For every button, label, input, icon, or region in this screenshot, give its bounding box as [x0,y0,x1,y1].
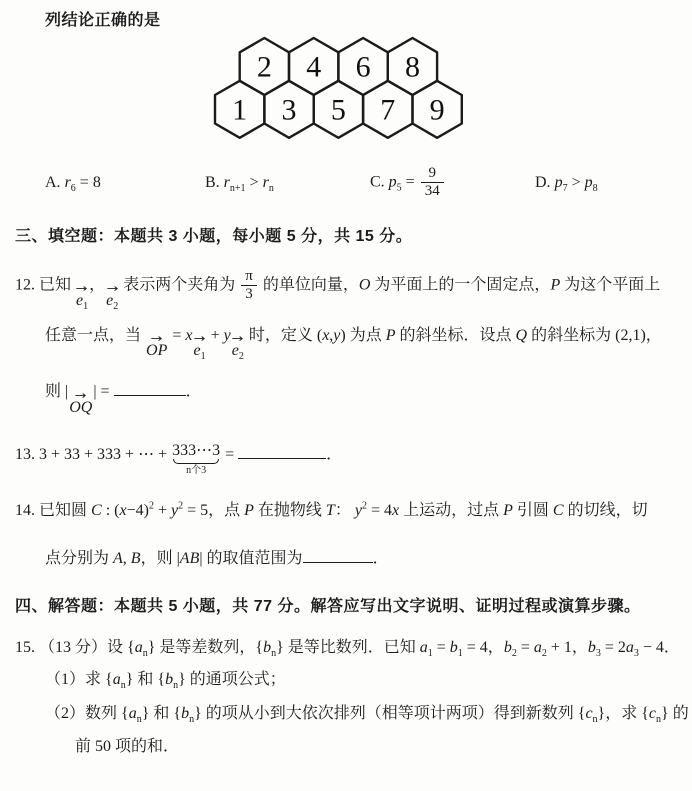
superscript: 2 [148,501,154,513]
math-text: D. [535,173,555,191]
math-text: 在抛物线 [253,502,326,520]
math-text: C. [370,173,389,191]
variable: B [130,549,141,567]
math-text: 表示两个夹角为 [119,276,240,294]
math-text: } 是等比数列．已知 [276,639,420,657]
variable: a [419,639,428,657]
option-c [370,166,535,200]
math-text: ． [372,549,389,567]
hexagon-label: 2 [256,50,272,84]
subscript: n [142,648,148,660]
math-text: 前 50 项的和． [75,737,180,755]
vector-base: OP [146,342,168,360]
math-text: ． [326,445,343,463]
subscript: 5 [396,182,402,194]
variable: p [554,173,563,191]
vector-subscript: 2 [238,351,244,363]
variable: a [128,705,137,723]
vector-subscript: 1 [83,301,89,313]
variable: b [449,639,458,657]
math-text: > [567,173,585,191]
subscript: n [189,714,195,726]
variable: a [134,639,143,657]
math-text: = 4， [462,639,504,657]
variable: r [223,173,230,191]
math-text: = 2 [600,639,626,657]
vector [146,332,168,360]
subscript: n [120,679,126,691]
intro-line [45,10,678,32]
variable: y [170,502,179,520]
fraction [241,269,257,303]
math-text: ． [185,383,202,401]
math-text: 引圆 [512,502,553,520]
subscript: n [656,714,662,726]
vector-base: e [231,342,239,360]
math-text: 的单位向量， [258,276,359,294]
math-text: ， [89,276,106,294]
vector-base: e [193,342,201,360]
math-text: = [432,639,450,657]
math-text: | 的取值范围为 [199,549,303,567]
hexagon-label: 8 [404,50,420,84]
vector-body [193,342,206,363]
variable: b [165,670,174,688]
math-text: } 和 { [141,705,182,723]
math-text: , [329,327,334,344]
superscript: 2 [361,501,367,513]
math-text: = [516,639,534,657]
math-text: = 4 [366,502,392,520]
vector-base: OQ [69,398,93,416]
math-text: = [401,173,419,191]
underbrace-icon [173,459,219,464]
variable: P [244,502,254,520]
variable: O [358,276,371,294]
math-text: ，则 | [140,549,180,567]
fraction-numerator: π [245,268,253,285]
variable: a [533,639,542,657]
vector [193,332,206,363]
problem-12-line-1 [15,268,678,313]
problem-14-line-2 [45,546,678,570]
subscript: n [268,182,274,194]
math-text: , [122,549,131,567]
variable: r [262,173,269,191]
math-text: − 4． [638,639,680,657]
math-text: 列结论正确的是 [45,12,161,29]
vector-body [69,400,92,416]
variable: x [322,327,330,344]
subscript: 7 [562,182,568,194]
math-text: = 8 [75,173,101,191]
math-text: （1）求 { [45,670,113,688]
variable: x [119,502,127,520]
math-text: B. [205,173,224,191]
math-text: 为这个平面上 [560,276,661,294]
option-b [205,172,370,194]
variable: Q [515,327,528,344]
answer-blank [303,546,373,563]
math-text: } 的 [661,705,689,723]
math-text: > [245,173,263,191]
option-a [45,172,205,194]
problem-12-line-3 [45,379,678,415]
vector-base: e [76,292,84,309]
math-text: 任意一点，当 [45,327,146,344]
vector-body [146,343,167,359]
variable: x [391,502,400,520]
subscript: 2 [541,648,547,660]
variable: b [181,705,190,723]
subscript: 6 [70,182,76,194]
variable: c [585,705,593,723]
problem-15-part-1 [45,669,678,691]
problem-15-part-2 [45,703,689,726]
math-text: | = [93,383,114,401]
problem-15-part-2-cont [75,736,678,758]
hexagon-label: 9 [429,92,445,126]
subscript: 3 [595,648,601,660]
math-text: } 的通项公式； [178,670,286,688]
answer-blank [238,442,326,459]
options-row [45,160,678,206]
hexagon-label: 3 [281,92,297,126]
math-text: 13. 3 + 33 + 333 + ⋯ + [15,445,172,463]
math-text: 时，定义 ( [244,327,323,344]
vector [231,332,244,363]
hexagon-label: 4 [306,50,322,84]
variable: C [91,502,102,520]
variable: P [503,502,513,520]
math-text: 三、填空题：本题共 3 小题，每小题 5 分，共 15 分。 [15,227,413,245]
section-answer-heading [15,596,678,618]
math-text: ： [334,502,355,520]
variable: y [223,327,231,344]
variable: C [552,502,564,520]
math-text: + [153,502,171,520]
subscript: 1 [427,648,433,660]
math-text: 则 | [45,383,69,401]
variable: a [625,639,634,657]
vector-base: e [106,292,114,309]
math-text: } 是等差数列，{ [147,639,264,657]
vector-arrow-icon: → [76,282,89,295]
math-text: = 5，点 [183,502,245,520]
subscript: n+1 [229,182,246,194]
vector-body [106,292,119,313]
variable: b [503,639,512,657]
variable: a [112,670,121,688]
fraction-denominator: 34 [421,182,444,200]
vector [69,388,93,416]
variable: x [185,327,193,344]
variable: p [584,173,593,191]
math-text: } 的项从小到大依次排列（相等项计两项）得到新数列 { [194,705,586,723]
math-text: 的斜坐标为 (2,1)， [527,327,662,344]
honeycomb-svg [213,36,464,140]
math-text: : ( [101,502,120,520]
problem-14-line-1 [15,500,678,522]
underbrace-label: n个3 [186,465,207,477]
math-text: 15. （13 分）设 { [15,639,135,657]
math-text: ) 为点 [340,327,386,344]
hexagon-label: 5 [330,92,346,126]
vector-body [76,292,89,313]
variable: b [263,639,272,657]
vector [76,282,89,313]
subscript: n [271,648,277,660]
variable: y [354,502,362,520]
math-text: + [206,327,224,344]
math-text: −4) [126,502,149,520]
variable: T [325,502,335,520]
option-d [535,172,598,194]
variable: c [648,705,657,723]
variable: b [587,639,596,657]
problem-12-line-2 [45,325,678,363]
subscript: n [173,679,179,691]
answer-blank [114,379,186,396]
vector [106,282,119,313]
math-text: + 1， [546,639,588,657]
subscript: 3 [633,648,639,660]
hexagon-label: 6 [355,50,371,84]
math-text: 的切线，切 [563,502,648,520]
math-text: 点分别为 [45,549,114,567]
variable: A [113,549,123,567]
problem-15-intro [15,637,678,659]
variable: p [388,173,397,191]
math-text: }，求 { [597,705,649,723]
vector-arrow-icon: → [74,388,87,402]
vector-arrow-icon: → [231,332,244,346]
subscript: 8 [592,182,598,194]
math-text: 的斜坐标．设点 [395,327,516,344]
variable: y [333,327,341,344]
math-text: 为平面上的一个固定点， [370,276,551,294]
math-text: } 和 { [125,670,166,688]
honeycomb-figure [213,36,678,140]
variable: AB [179,549,200,567]
underbrace-expression [172,442,220,477]
vector-arrow-icon: → [150,332,163,346]
vector-body [231,342,244,363]
fraction-denominator: 3 [241,285,257,303]
hexagon-label: 1 [232,92,248,126]
superscript: 2 [178,501,184,513]
underbrace-main: 333⋯3 [172,441,221,459]
variable: r [64,173,71,191]
problem-13-line [15,442,678,477]
fraction-numerator: 9 [428,164,436,181]
math-text: （2）数列 { [45,705,129,723]
fraction [421,166,444,200]
math-text: 四、解答题：本题共 5 小题，共 77 分。解答应写出文字说明、证明过程或演算步骤。 [15,597,641,615]
subscript: 2 [511,648,517,660]
vector-subscript: 1 [200,351,206,363]
math-text: A. [45,173,65,191]
variable: P [385,327,396,344]
vector-subscript: 2 [113,301,119,313]
vector-arrow-icon: → [106,282,119,295]
variable: P [550,276,561,294]
subscript: n [592,714,598,726]
vector-arrow-icon: → [193,332,206,346]
math-text: 12. 已知 [15,276,76,294]
math-text: 14. 已知圆 [15,502,92,520]
section-fillin-heading [15,226,678,248]
math-text: 上运动，过点 [399,502,504,520]
subscript: 1 [457,648,463,660]
subscript: n [136,714,142,726]
hexagon-label: 7 [380,92,396,126]
math-text: = [221,445,239,463]
math-text: = [168,327,186,344]
